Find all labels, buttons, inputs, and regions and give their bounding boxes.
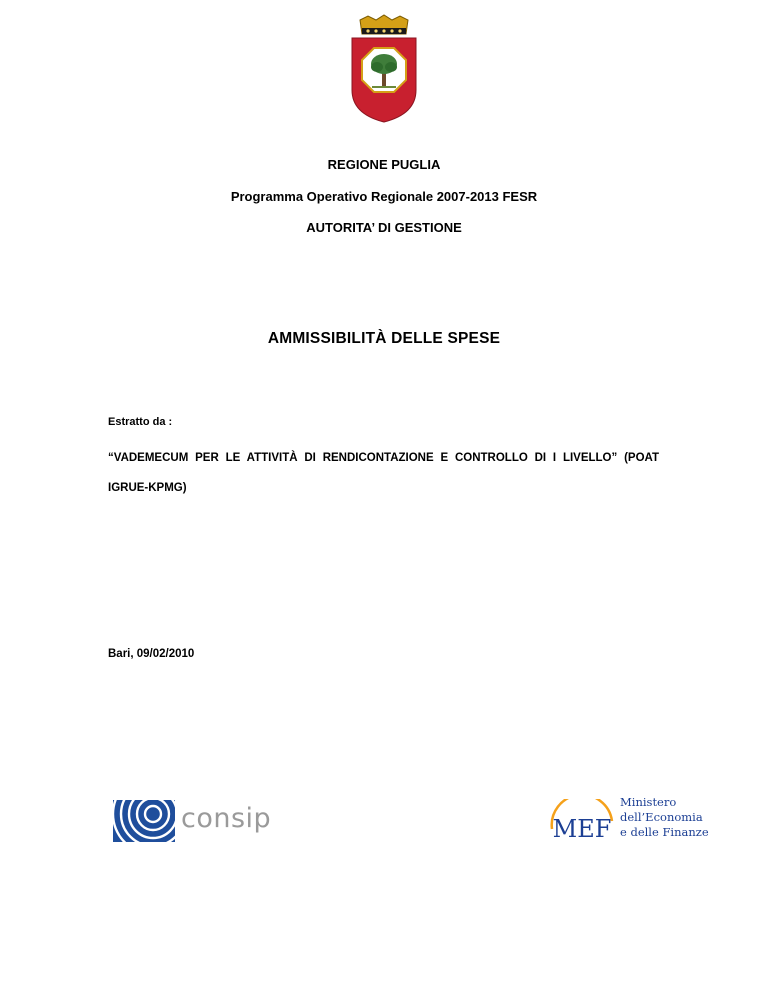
mef-logo xyxy=(546,793,716,853)
mef-line-3: e delle Finanze xyxy=(620,825,709,839)
mef-name xyxy=(620,795,709,840)
mef-line-2: dell’Economia xyxy=(620,810,703,824)
regione-puglia-emblem xyxy=(346,14,422,124)
crown-icon xyxy=(360,15,408,34)
program-name: Programma Operativo Regionale 2007-2013 FESR xyxy=(230,189,538,204)
consip-wordmark: consip xyxy=(181,803,272,834)
mef-line-1: Ministero xyxy=(620,795,677,809)
consip-mark-icon xyxy=(113,800,175,842)
document-date: Bari, 09/02/2010 xyxy=(108,648,195,660)
extract-label: Estratto da : xyxy=(108,416,173,428)
consip-logo xyxy=(113,800,273,842)
mef-mark-icon xyxy=(546,799,618,847)
mef-abbr: MEF xyxy=(552,815,612,843)
extract-source: “VADEMECUM PER LE ATTIVITÀ DI RENDICONTAZIONE E CONTROLLO DI I LIVELLO” (POAT IGRUE-KPMG) xyxy=(108,452,659,494)
managing-authority: AUTORITA’ DI GESTIONE xyxy=(306,220,462,235)
document-title: AMMISSIBILITÀ DELLE SPESE xyxy=(267,330,501,347)
region-name: REGIONE PUGLIA xyxy=(327,157,441,172)
